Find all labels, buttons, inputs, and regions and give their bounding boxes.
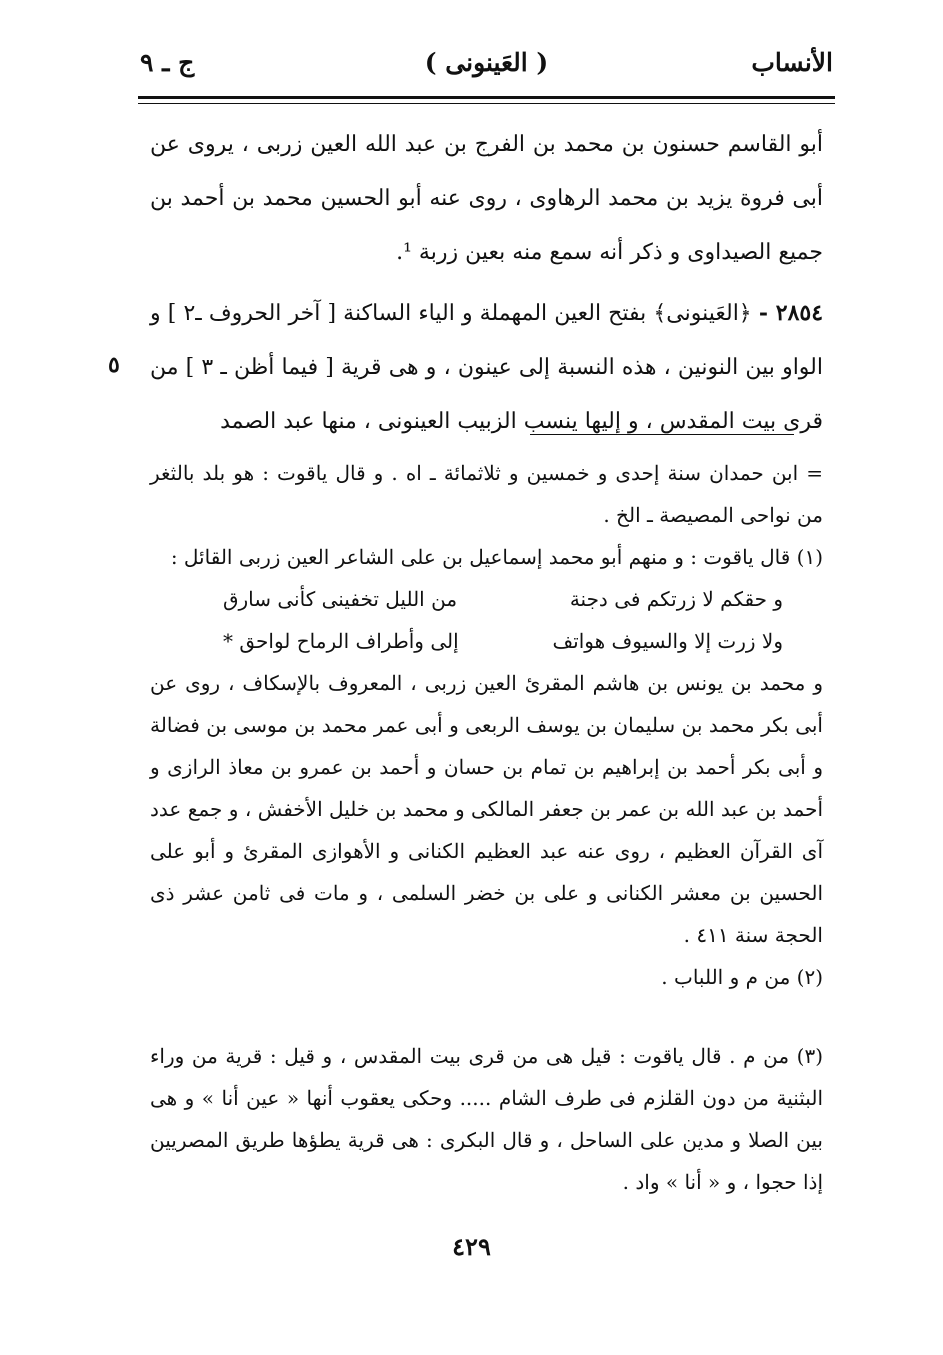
entry-paragraph <box>150 286 823 449</box>
footnote-2: (٢) من م و اللباب . <box>661 965 823 989</box>
footnotes-block <box>150 452 823 998</box>
verse-1-first-hemistich: و حقكم لا زرتكم فى دجنة <box>569 587 783 611</box>
entry-text: ﴿العَينونى﴾ بفتح العين المهملة و الياء الساكنة [ آخر الحروف ـ٢ ] و الواو بين النونين ، هذه النسبة إلى عينون ، و هى قرية [ فيما أظن ـ ٣ ] من قرى بيت المقدس ، و إليها ينسب الزبيب العينونى ، منها عبد الصمد <box>150 301 823 434</box>
page-number: ٤٢٩ <box>452 1232 491 1261</box>
footnote-separator <box>530 434 794 435</box>
line-number-marker: ٥ <box>108 352 120 378</box>
header-rule-thick <box>138 96 835 99</box>
entry-number: ٢٨٥٤ - <box>758 300 824 326</box>
footnote-3-block <box>150 1035 823 1203</box>
footnote-continuation: = ابن حمدان سنة إحدى و خمسين و ثلاثمائة ـ اه . و قال ياقوت : هو بلد بالثغر من نواحى المصيصة ـ الخ . <box>150 461 823 527</box>
main-text <box>150 118 823 449</box>
verse-line-1 <box>223 578 783 620</box>
footnote-3: (٣) من م . قال ياقوت : قيل هى من قرى بيت المقدس ، و قيل : قرية من وراء البثنية من دون القلزم فى طرف الشام ..... وحكى يعقوب أنها « عين أنا » و هى بين الصلا و مدين على الساحل ، و قال البكرى : هى قرية يطؤها طريق المصريين إذا حجوا ، و « أنا » واد . <box>150 1044 823 1194</box>
header-entry-title: ( العَينونى ) <box>424 48 549 77</box>
verse-1-second-hemistich: من الليل تخفينى كأنى سارق <box>223 587 458 611</box>
page-header <box>140 48 833 88</box>
footnote-1-intro: (١) قال ياقوت : و منهم أبو محمد إسماعيل بن على الشاعر العين زربى القائل : <box>170 545 823 569</box>
verse-line-2 <box>223 620 783 662</box>
verse-2-second-hemistich: إلى وأطراف الرماح لواحق * <box>223 629 459 653</box>
footnote-1-body: و محمد بن يونس بن هاشم المقرئ العين زربى ، المعروف بالإسكاف ، روى عن أبى بكر محمد بن سليمان بن يوسف الربعى و أبى عمر محمد بن موسى بن فضالة و أبى بكر أحمد بن إبراهيم بن تمام بن حسان و أحمد بن عمرو بن معاذ الرازى و أحمد بن عبد الله بن عمر بن جعفر المالكى و محمد بن خليل الأخفش ، و جمع عدد آى القرآن العظيم ، روى عنه عبد العظيم الكنانى و الأهوازى المقرئ و أبو على الحسين بن معشر الكنانى و على بن خضر السلمى ، و مات فى ثامن عشر ذى الحجة سنة ٤١١ . <box>150 671 824 947</box>
header-rule-thin <box>138 103 835 104</box>
header-volume: ج ـ ٩ <box>140 48 195 77</box>
header-book-title: الأنساب <box>751 48 833 77</box>
main-paragraph-1: أبو القاسم حسنون بن محمد بن الفرج بن عبد الله العين زربى ، يروى عن أبى فروة يزيد بن محمد الرهاوى ، روى عنه أبو الحسين محمد بن أحمد بن جميع الصيداوى و ذكر أنه سمع منه بعين زربة ¹. <box>150 132 823 265</box>
verse-2-first-hemistich: ولا زرت إلا والسيوف هواتف <box>552 629 783 653</box>
